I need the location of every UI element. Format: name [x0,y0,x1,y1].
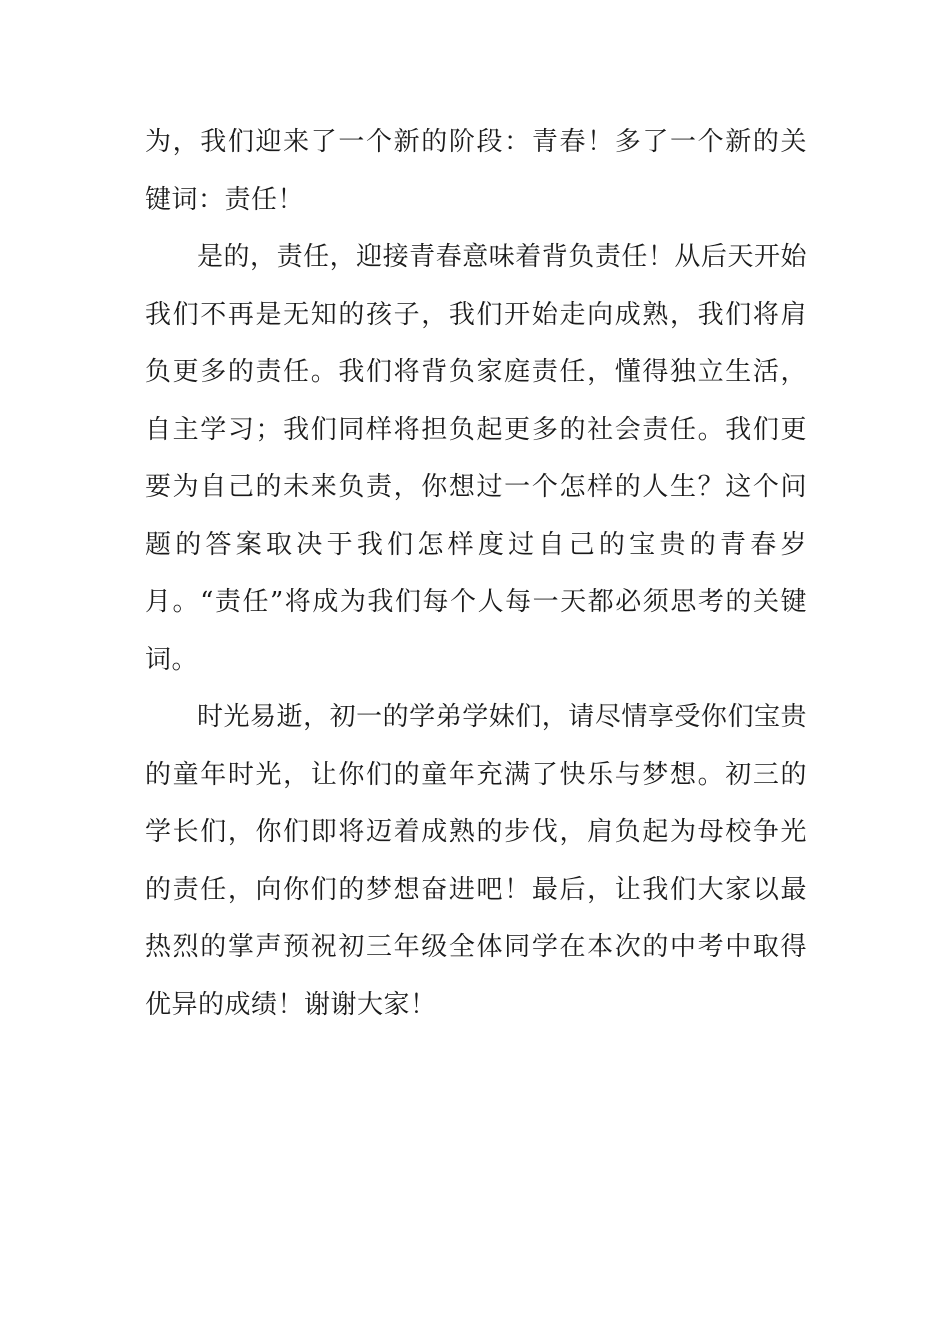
paragraph-3: 时光易逝，初一的学弟学妹们，请尽情享受你们宝贵的童年时光，让你们的童年充满了快乐与梦想。初三的学长们，你们即将迈着成熟的步伐，肩负起为母校争光的责任，向你们的梦想奋进吧！最后，让我们大家以最热烈的掌声预祝初三年级全体同学在本次的中考中取得优异的成绩！谢谢大家！ [145,702,807,1020]
document-body [145,114,807,1034]
paragraph-2: 是的，责任，迎接青春意味着背负责任！从后天开始我们不再是无知的孩子，我们开始走向成熟，我们将肩负更多的责任。我们将背负家庭责任，懂得独立生活，自主学习；我们同样将担负起更多的社会责任。我们更要为自己的未来负责，你想过一个怎样的人生？这个问题的答案取决于我们怎样度过自己的宝贵的青春岁月。“责任”将成为我们每个人每一天都必须思考的关键词。 [145,242,807,675]
paragraph-1: 为，我们迎来了一个新的阶段：青春！多了一个新的关键词：责任！ [145,127,807,215]
